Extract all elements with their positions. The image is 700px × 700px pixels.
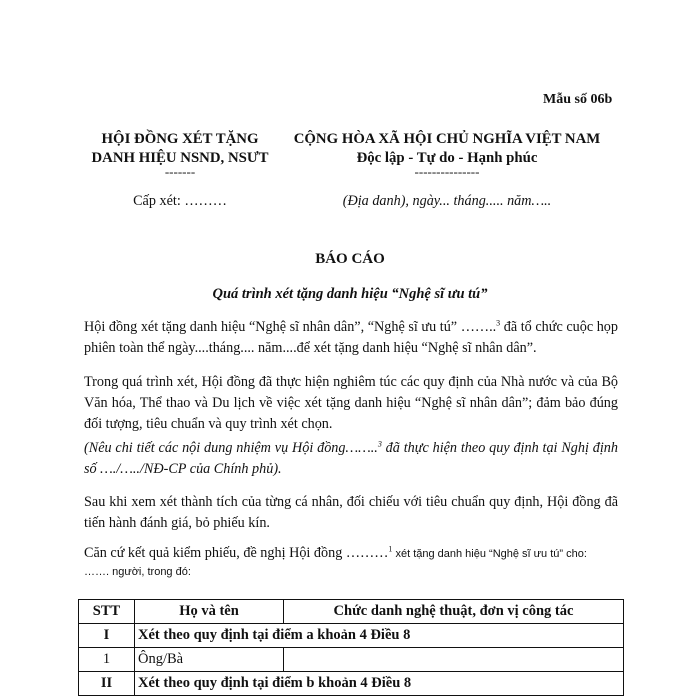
paragraph-5	[84, 545, 587, 562]
paragraph-3-text-a: (Nêu chi tiết các nội dung nhiệm vụ Hội đồng……..	[84, 440, 378, 456]
header-role: Chức danh nghệ thuật, đơn vị công tác	[284, 600, 624, 624]
table-row	[79, 672, 624, 696]
right-header-rule: ---------------	[414, 164, 480, 179]
row-stt: I	[79, 624, 135, 648]
report-title: BÁO CÁO	[315, 251, 385, 267]
row-stt: II	[79, 672, 135, 696]
paragraph-4: Sau khi xem xét thành tích của từng cá nhân, đối chiếu với tiêu chuẩn quy định, Hội đồng đã tiến hành đánh giá, bỏ phiếu kín.	[84, 494, 618, 531]
paragraph-2: Trong quá trình xét, Hội đồng đã thực hiện nghiêm túc các quy định của Nhà nước và của Bộ Văn hóa, Thể thao và Du lịch về việc xét tặng danh hiệu “Nghệ sĩ nhân dân”; đảm bảo đúng đối tượng, tiêu chuẩn và quy trình xét chọn.	[84, 374, 618, 432]
paragraph-3	[84, 438, 618, 480]
row-role	[284, 648, 624, 672]
header-stt: STT	[79, 600, 135, 624]
council-name-line2: DANH HIỆU NSND, NSƯT	[91, 150, 269, 166]
paragraph-5-text-a: Căn cứ kết quả kiểm phiếu, đề nghị Hội đồng ………	[84, 545, 389, 561]
paragraph-5-count: ……. người, trong đó:	[84, 566, 191, 578]
national-motto: Độc lập - Tự do - Hạnh phúc	[356, 150, 538, 166]
nominee-table	[78, 599, 624, 696]
table-row	[79, 624, 624, 648]
review-level: Cấp xét: ………	[133, 193, 227, 209]
header-name: Họ và tên	[135, 600, 284, 624]
paragraph-3-text-b: đã thực hiện theo quy định tại Nghị định số …./…../NĐ-CP của Chính phủ).	[84, 440, 618, 477]
row-stt: 1	[79, 648, 135, 672]
section-label: Xét theo quy định tại điểm b khoản 4 Điều 8	[135, 672, 624, 696]
council-name-line1: HỘI ĐỒNG XÉT TẶNG	[101, 131, 259, 147]
paragraph-1-text-b: đã tổ chức cuộc họp phiên toàn thể ngày....tháng.... năm....để xét tặng danh hiệu “Nghệ sĩ nhân dân”.	[84, 319, 618, 356]
section-label: Xét theo quy định tại điểm a khoản 4 Điều 8	[135, 624, 624, 648]
report-subtitle: Quá trình xét tặng danh hiệu “Nghệ sĩ ưu tú”	[212, 286, 488, 302]
left-header-rule: -------	[164, 164, 196, 179]
table-row	[79, 648, 624, 672]
paragraph-1-text-a: Hội đồng xét tặng danh hiệu “Nghệ sĩ nhân dân”, “Nghệ sĩ ưu tú” ……..	[84, 319, 497, 335]
row-name: Ông/Bà	[135, 648, 284, 672]
footnote-ref: 3	[377, 439, 382, 449]
footnote-ref: 3	[496, 318, 501, 328]
paragraph-1	[84, 317, 618, 359]
place-date: (Địa danh), ngày... tháng..... năm…..	[342, 193, 552, 209]
national-title: CỘNG HÒA XÃ HỘI CHỦ NGHĨA VIỆT NAM	[293, 131, 601, 147]
paragraph-5-text-b: xét tặng danh hiệu “Nghệ sĩ ưu tú” cho:	[392, 548, 587, 560]
form-number: Mẫu số 06b	[543, 92, 613, 107]
footnote-ref: 1	[388, 544, 393, 554]
table-header-row	[79, 600, 624, 624]
